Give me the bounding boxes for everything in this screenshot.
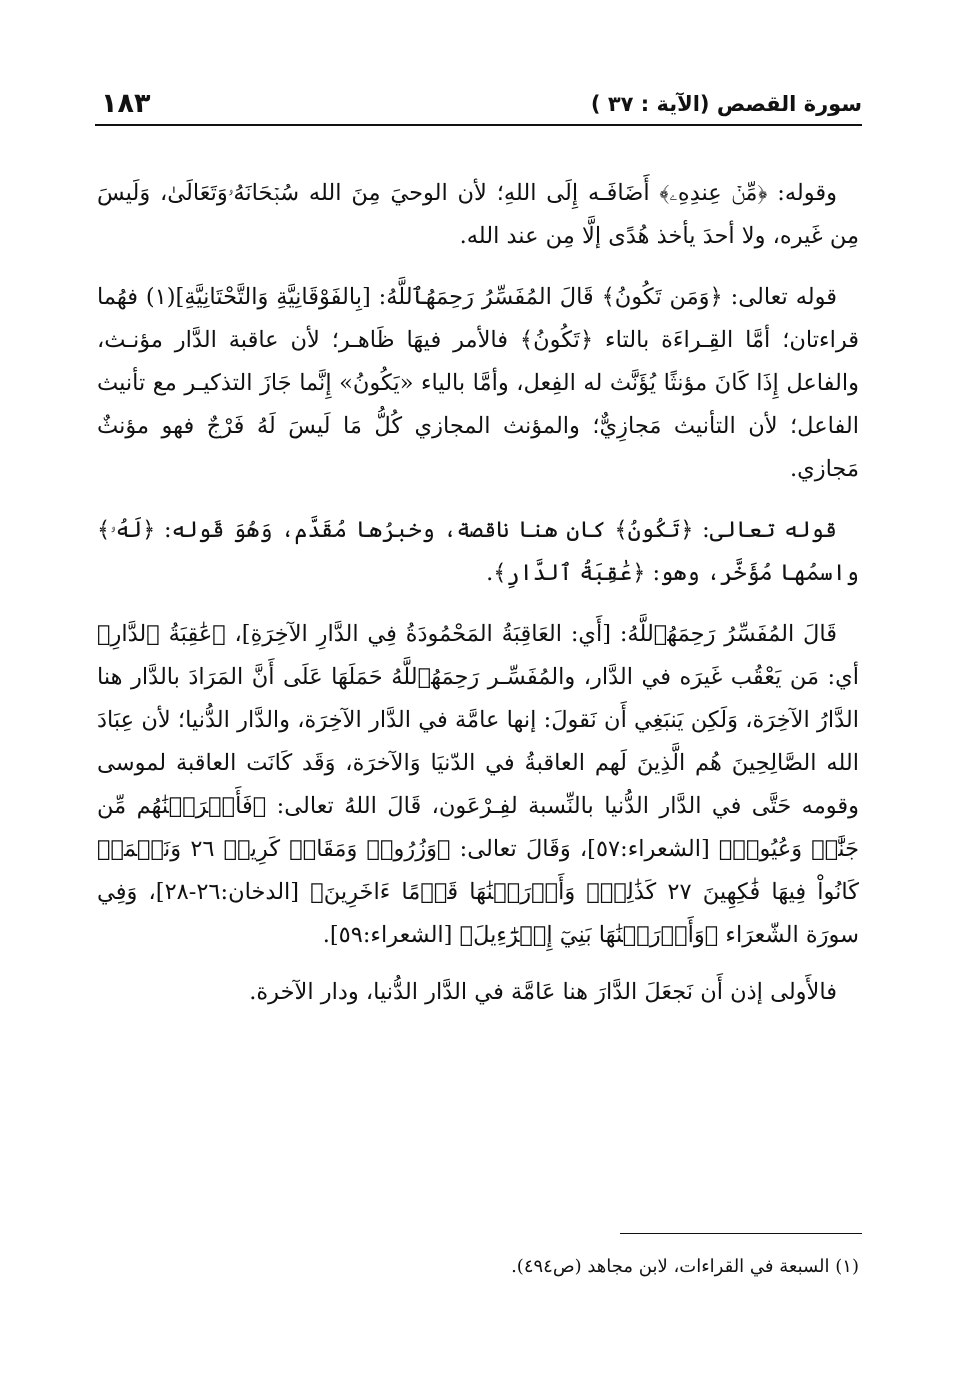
paragraph-3: قوله تعالى: ﴿تَكُونُ﴾ كان هنا ناقصة، وخبرُها مُقَدَّم، وَهُوَ قَوله: ﴿لَهُۥ﴾ واسمُها مُؤَخَّر، وهو: ﴿عَٰقِبَةُ ٱلدَّارِ﴾. <box>97 517 859 586</box>
main-text <box>97 172 859 1032</box>
footnote: (١) السبعة في القراءات، لابن مجاهد (ص٤٩٤). <box>511 1256 859 1277</box>
paragraph-5: فالأَولى إذن أَن نَجعَلَ الدَّارَ هنا عَامَّة في الدَّار الدُّنيا، ودار الآخرة. <box>249 979 837 1005</box>
page-header <box>95 88 862 128</box>
header-rule <box>95 124 862 126</box>
page-number: ١٨٣ <box>101 88 151 119</box>
footnote-divider <box>620 1233 862 1234</box>
paragraph-2: قوله تعالى: ﴿وَمَن تَكُونُ﴾ قَالَ المُفَسِّرُ رَحِمَهُٱللَّهُ: [بِالفَوْقَانِيَّةِ وَالتَّحْتَانِيَّةِ](١) فهُما قراءتان؛ أمَّا القِـراءَة بالتاء ﴿تَكُونُ﴾ فالأمر فيهَا ظَاهـر؛ لأن عاقبة الدَّار مؤنـث، والفاعل إِذَا كَانَ مؤنثًا يُؤَنَّث له الفِعل، وأمَّا بالياء «يَكُونُ» إِنَّما جَازَ التذكيـر مع تأنيث الفاعل؛ لأن التأنيث مَجازِيٌّ؛ والمؤنث المجازي كُلُّ مَا لَيسَ لَهُ فَرْجٌ فهو مؤنثٌ مَجازي. <box>97 284 859 482</box>
paragraph-1: وقوله: ﴿مِّنۡ عِندِهِۦ﴾ أَضَافَـه إِلَى اللهِ؛ لأن الوحيَ مِنَ الله سُبۡحَانَهُۥوَتَعَالَىٰ، وَلَيسَ مِن غَيره، ولا أحدَ يأخذ هُدًى إلَّا مِن عند الله. <box>97 180 859 249</box>
running-title: سورة القصص (الآية : ٣٧ ) <box>590 92 862 116</box>
paragraph-4: قَالَ المُفَسِّرُ رَحِمَهُٱللَّهُ: [أَي: العَاقِبَةُ المَحْمُودَةُ فِي الدَّارِ الآخِرَةِ]، ﴿عَٰقِبَةُ ٱلدَّارِ﴾ أي: مَن يَعْقُب غَيرَه في الدَّار، والمُفَسِّـر رَحِمَهُٱللَّهُ حَمَلَهَا عَلَى أَنَّ المَرَادَ بالدَّار هنا الدَّارُ الآخِرَة، وَلَكِن يَنبَغِي أَن نَقولَ: إنها عامَّة في الدَّار الآخِرَة، والدَّار الدُّنيا؛ لأن عِبَادَ الله الصَّالِحِينَ هُم الَّذِينَ لَهم العاقبةُ في الدّنيَا وَالآخرَة، وَقَد كَانَت العاقبة لموسى وقومه حَتَّى في الدَّار الدُّنيا بالنِّسبة لفِـرْعَون، قَالَ اللهُ تعالى: ﴿فَأَخۡرَجۡنَٰهُم مِّن جَنَّٰتٖ وَعُيُونٖ﴾ [الشعراء:٥٧]، وَقَالَ تعالى: ﴿وَزُرُوعٖ وَمَقَامٖ كَرِيمٖ ٢٦ وَنَعۡمَةٖ كَانُواْ فِيهَا فَٰكِهِينَ ٢٧ كَذَٰلِكَۖ وَأَوۡرَثۡنَٰهَا قَوۡمًا ءَاخَرِينَ﴾ [الدخان:٢٦-٢٨]، وَفِي سورَة الشّعرَاء ﴿وَأَوۡرَثۡنَٰهَا بَنِيٓ إِسۡرَٰٓءِيلَ﴾ [الشعراء:٥٩]. <box>97 621 860 948</box>
